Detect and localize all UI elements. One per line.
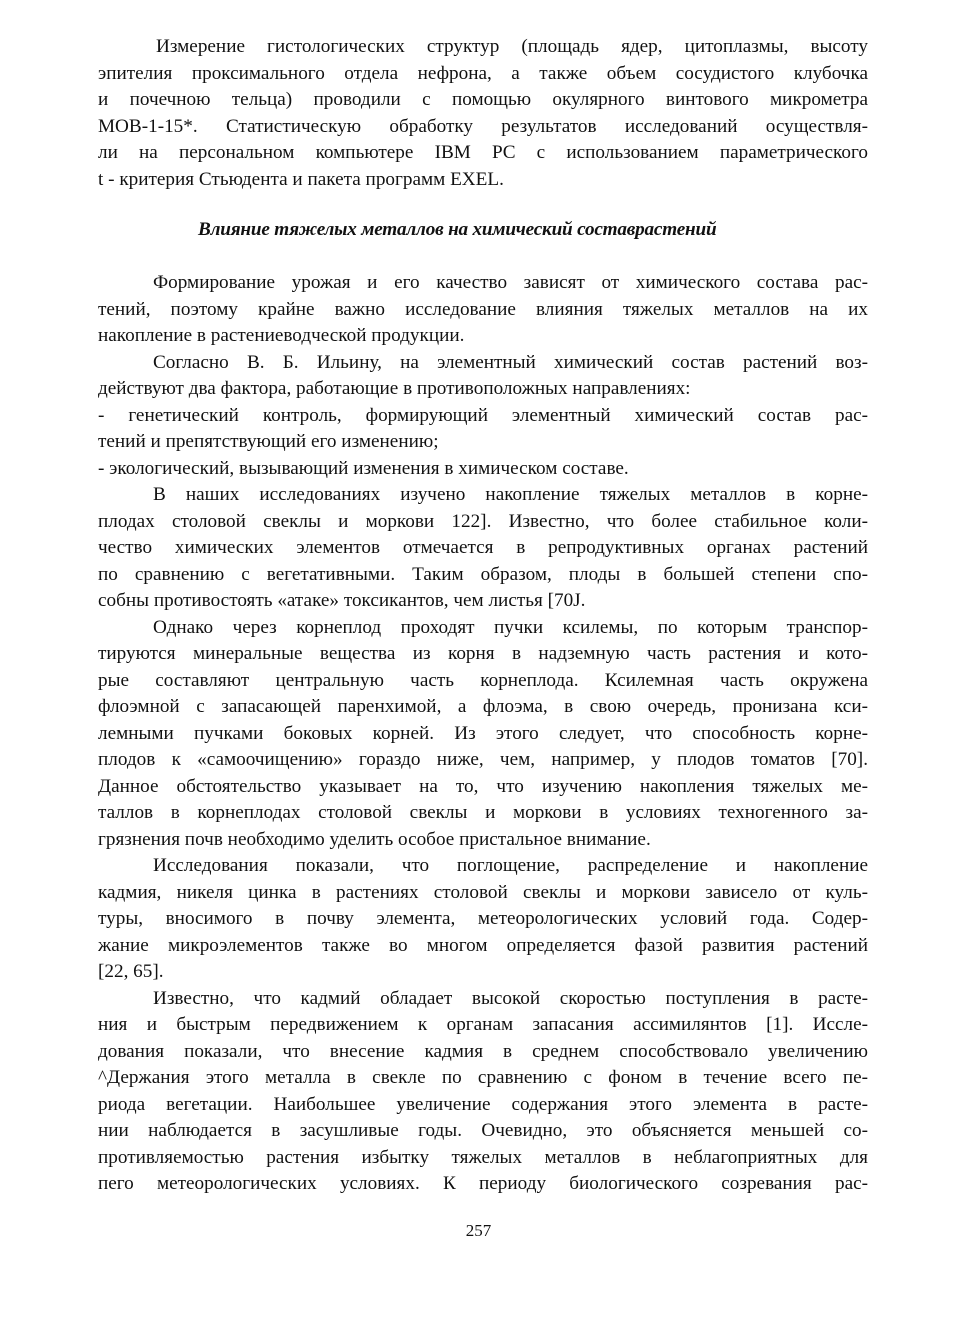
text-line: Согласно В. Б. Ильину, на элементный химический состав растений воз-: [153, 351, 868, 373]
text-line: плодов к «самоочищению» гораздо ниже, чем, например, у плодов томатов [70].: [98, 749, 868, 770]
text-line: туры, вносимого в почву элемента, метеорологических условий года. Содер-: [98, 908, 868, 929]
text-line: тируются минеральные вещества из корня в надземную часть растения и кото-: [98, 643, 868, 664]
text-line: противляемостью растения избытку тяжелых металлов в неблагоприятных для: [98, 1146, 868, 1168]
text-line: Однако через корнеплод проходят пучки ксилемы, по которым транспор-: [153, 616, 868, 638]
text-line: Данное обстоятельство указывает на то, что изучению накопления тяжелых ме-: [98, 775, 868, 797]
text-line: Известно, что кадмий обладает высокой скоростью поступления в расте-: [153, 987, 868, 1009]
text-line: и почечною тельца) проводили с помощью окулярного винтового микрометра: [98, 89, 868, 110]
text-line: тений и препятствующий его изменению;: [98, 431, 439, 452]
text-line: эпителия проксимального отдела нефрона, а также объем сосудистого клубочка: [98, 62, 868, 84]
text-line: собны противостоять «атаке» токсикантов, чем листья [70J.: [98, 590, 586, 611]
text-line: таллов в корнеплодах столовой свеклы и моркови в условиях техногенного за-: [98, 802, 868, 823]
text-line: - экологический, вызывающий изменения в химическом составе.: [98, 457, 629, 479]
body-text: [98, 270, 868, 1198]
text-line: ли на персональном компьютере IBM PC с использованием параметрического: [98, 142, 868, 163]
text-line: - генетический контроль, формирующий элементный химический состав рас-: [98, 404, 868, 426]
text-line: жание микроэлементов также во многом определяется фазой развития растений: [98, 934, 868, 956]
intro-paragraph: [98, 34, 868, 193]
text-line: кадмия, никеля цинка в растениях столовой свеклы и моркови зависело от куль-: [98, 881, 868, 903]
text-line: чество химических элементов отмечается в репродуктивных органах растений: [98, 537, 868, 558]
text-line: риода вегетации. Наибольшее увеличение содержания этого элемента в расте-: [98, 1093, 868, 1115]
text-line: ния и быстрым передвижением к органам запасания ассимилянтов [1]. Иссле-: [98, 1014, 868, 1035]
text-line: тений, поэтому крайне важно исследование влияния тяжелых металлов на их: [98, 298, 868, 320]
text-line: В наших исследованиях изучено накопление тяжелых металлов в корне-: [153, 484, 868, 505]
section-heading: Влияние тяжелых металлов на химический составрастений: [198, 219, 717, 240]
text-line: [22, 65].: [98, 961, 164, 982]
text-line: МОВ-1-15*. Статистическую обработку результатов исследований осуществля-: [98, 115, 868, 137]
text-line: флоэмной с запасающей паренхимой, а флоэма, в свою очередь, пронизана кси-: [98, 696, 868, 717]
page-number: 257: [465, 1221, 492, 1240]
text-line: нии наблюдается в засушливые годы. Очевидно, это объясняется меньшей со-: [98, 1120, 868, 1141]
text-line: рые составляют центральную часть корнеплода. Ксилемная часть окружена: [98, 669, 868, 691]
text-line: накопление в растениеводческой продукции.: [98, 325, 465, 346]
text-line: Измерение гистологических структур (площадь ядер, цитоплазмы, высоту: [156, 36, 868, 57]
text-line: плодах столовой свеклы и моркови 122]. Известно, что более стабильное коли-: [98, 510, 868, 532]
text-line: Исследования показали, что поглощение, распределение и накопление: [153, 855, 868, 876]
text-line: Формирование урожая и его качество зависят от химического состава рас-: [153, 272, 868, 293]
text-line: пего метеорологических условиях. К периоду биологического созревания рас-: [98, 1173, 868, 1194]
text-line: по сравнению с вегетативными. Таким образом, плоды в большей степени спо-: [98, 563, 868, 585]
text-line: ^Держания этого металла в свекле по сравнению с фоном в течение всего пе-: [98, 1067, 868, 1088]
text-line: t - критерия Стьюдента и пакета программ EXEL.: [98, 168, 504, 190]
text-line: действуют два фактора, работающие в противоположных направлениях:: [98, 378, 691, 399]
text-line: лемными пучками боковых корней. Из этого следует, что способность корне-: [98, 722, 868, 744]
text-line: дования показали, что внесение кадмия в среднем способствовало увеличению: [98, 1040, 868, 1062]
text-line: грязнения почв необходимо уделить особое пристальное внимание.: [98, 828, 651, 850]
